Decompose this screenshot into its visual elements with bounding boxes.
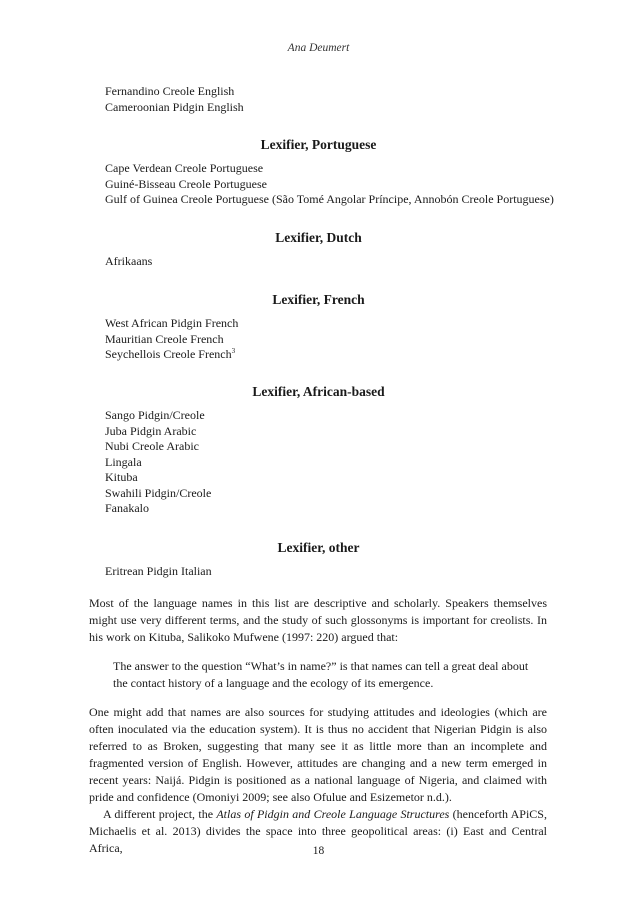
block-quote: The answer to the question “What’s in name?” is that names can tell a great deal about the contact history of a language and the ecology of its emergence.: [113, 659, 529, 690]
running-head: Ana Deumert: [287, 42, 350, 54]
list-item: Swahili Pidgin/Creole: [105, 485, 212, 500]
list-item: Eritrean Pidgin Italian: [105, 564, 212, 578]
list-item: Cameroonian Pidgin English: [105, 99, 244, 114]
list-item: Gulf of Guinea Creole Portuguese (São Tomé Angolar Príncipe, Annobón Creole Portuguese): [105, 192, 554, 206]
list-item: Mauritian Creole French: [105, 331, 224, 346]
list-item: Lingala: [105, 454, 142, 469]
body-paragraph-3: A different project, the Atlas of Pidgin and Creole Language Structures (henceforth APiCS, Michaelis et al. 2013) divides the space into three geopolitical areas: (i) East and Central Africa,: [89, 807, 547, 855]
list-item: Fanakalo: [105, 501, 149, 515]
heading-portuguese: Lexifier, Portuguese: [260, 137, 377, 152]
list-item: Juba Pidgin Arabic: [105, 423, 197, 438]
footnote-marker: 3: [231, 347, 236, 355]
english-lexifier-list: [105, 84, 244, 115]
list-item: Afrikaans: [105, 254, 153, 268]
list-item: Sango Pidgin/Creole: [105, 408, 205, 422]
page-number: 18: [312, 845, 325, 857]
list-item: Fernandino Creole English: [105, 84, 235, 98]
list-item: Kituba: [105, 470, 138, 484]
other-lexifier-list: [105, 564, 212, 580]
french-lexifier-list: [105, 316, 238, 363]
heading-french: Lexifier, French: [272, 292, 365, 307]
dutch-lexifier-list: [105, 254, 152, 270]
body-paragraph-2: One might add that names are also sources for studying attitudes and ideologies (which are often inoculated via the education system). It is thus no accident that Nigerian Pidgin is also referred to as Broken, suggesting that many see it as little more than an incomplete and fragmented version of English. However, attitudes are changing and a new term emerged in recent years: Naijá. Pidgin is positioned as a national language of Nigeria, and claimed with pride and confidence (Omoniyi 2009; see also Ofulue and Esizemetor n.d.).: [89, 705, 547, 804]
heading-dutch: Lexifier, Dutch: [275, 230, 362, 245]
list-item: Seychellois Creole French$^3$: [105, 347, 236, 361]
african-based-lexifier-list: [105, 408, 211, 517]
heading-african-based: Lexifier, African-based: [252, 384, 385, 399]
list-item: West African Pidgin French: [105, 316, 239, 330]
body-paragraph-1: Most of the language names in this list are descriptive and scholarly. Speakers themselves might use very different terms, and the study of such glossonyms is important for creolists. In his work on Kituba, Salikoko Mufwene (1997: 220) argued that:: [89, 596, 547, 644]
list-item: Guiné-Bisseau Creole Portuguese: [105, 176, 267, 191]
list-item: Cape Verdean Creole Portuguese: [105, 161, 264, 175]
list-item: Nubi Creole Arabic: [105, 439, 199, 453]
portuguese-lexifier-list: [105, 161, 554, 208]
atlas-title: Atlas of Pidgin and Creole Language Structures: [216, 807, 450, 821]
heading-other: Lexifier, other: [277, 540, 360, 555]
